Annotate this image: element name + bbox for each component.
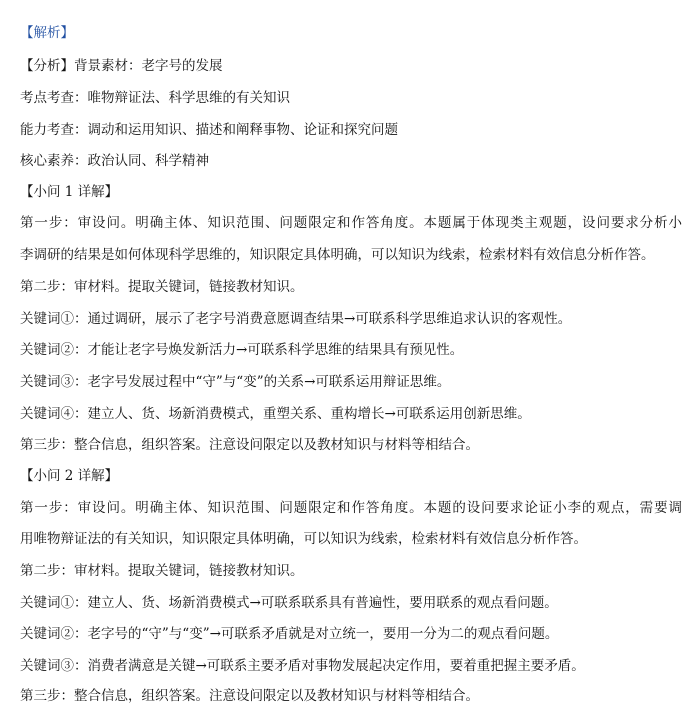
q1-keyword-1: 关键词①：通过调研，展示了老字号消费意愿调查结果→可联系科学思维追求认识的客观性。 [20,311,572,327]
q2-step1-line1: 第一步：审设问。明确主体、知识范围、问题限定和作答角度。本题的设问要求论证小李的观点，需要调 [20,500,682,516]
suyang-line: 核心素养：政治认同、科学精神 [20,153,209,169]
q2-title: 【小问 2 详解】 [20,468,119,484]
q1-step3: 第三步：整合信息，组织答案。注意设问限定以及教材知识与材料等相结合。 [20,437,479,453]
q1-title: 【小问 1 详解】 [20,184,119,200]
nengli-line: 能力考查：调动和运用知识、描述和阐释事物、论证和探究问题 [20,122,398,138]
q2-step2: 第二步：审材料。提取关键词，链接教材知识。 [20,563,304,579]
jiexi-heading: 【解析】 [20,25,74,41]
q1-step2: 第二步：审材料。提取关键词，链接教材知识。 [20,279,304,295]
q1-step1-line2: 李调研的结果是如何体现科学思维的，知识限定具体明确，可以知识为线索，检索材料有效信息分析作答。 [20,247,655,263]
q1-step1-line1: 第一步：审设问。明确主体、知识范围、问题限定和作答角度。本题属于体现类主观题，设问要求分析小 [20,215,682,231]
q2-keyword-1: 关键词①：建立人、货、场新消费模式→可联系联系具有普遍性，要用联系的观点看问题。 [20,595,558,611]
q1-keyword-3: 关键词③：老字号发展过程中“守”与“变”的关系→可联系运用辩证思维。 [20,374,451,390]
q2-step3: 第三步：整合信息，组织答案。注意设问限定以及教材知识与材料等相结合。 [20,688,479,704]
fenxi-line: 【分析】背景素材：老字号的发展 [20,58,223,74]
q2-step1-line2: 用唯物辩证法的有关知识，知识限定具体明确，可以知识为线索，检索材料有效信息分析作答。 [20,531,587,547]
q1-keyword-2: 关键词②：才能让老字号焕发新活力→可联系科学思维的结果具有预见性。 [20,342,464,358]
q1-keyword-4: 关键词④：建立人、货、场新消费模式，重塑关系、重构增长→可联系运用创新思维。 [20,406,531,422]
kaodian-line: 考点考查：唯物辩证法、科学思维的有关知识 [20,90,290,106]
q2-keyword-3: 关键词③：消费者满意是关键→可联系主要矛盾对事物发展起决定作用，要着重把握主要矛盾。 [20,658,585,674]
q2-keyword-2: 关键词②：老字号的“守”与“变”→可联系矛盾就是对立统一，要用一分为二的观点看问题。 [20,626,559,642]
